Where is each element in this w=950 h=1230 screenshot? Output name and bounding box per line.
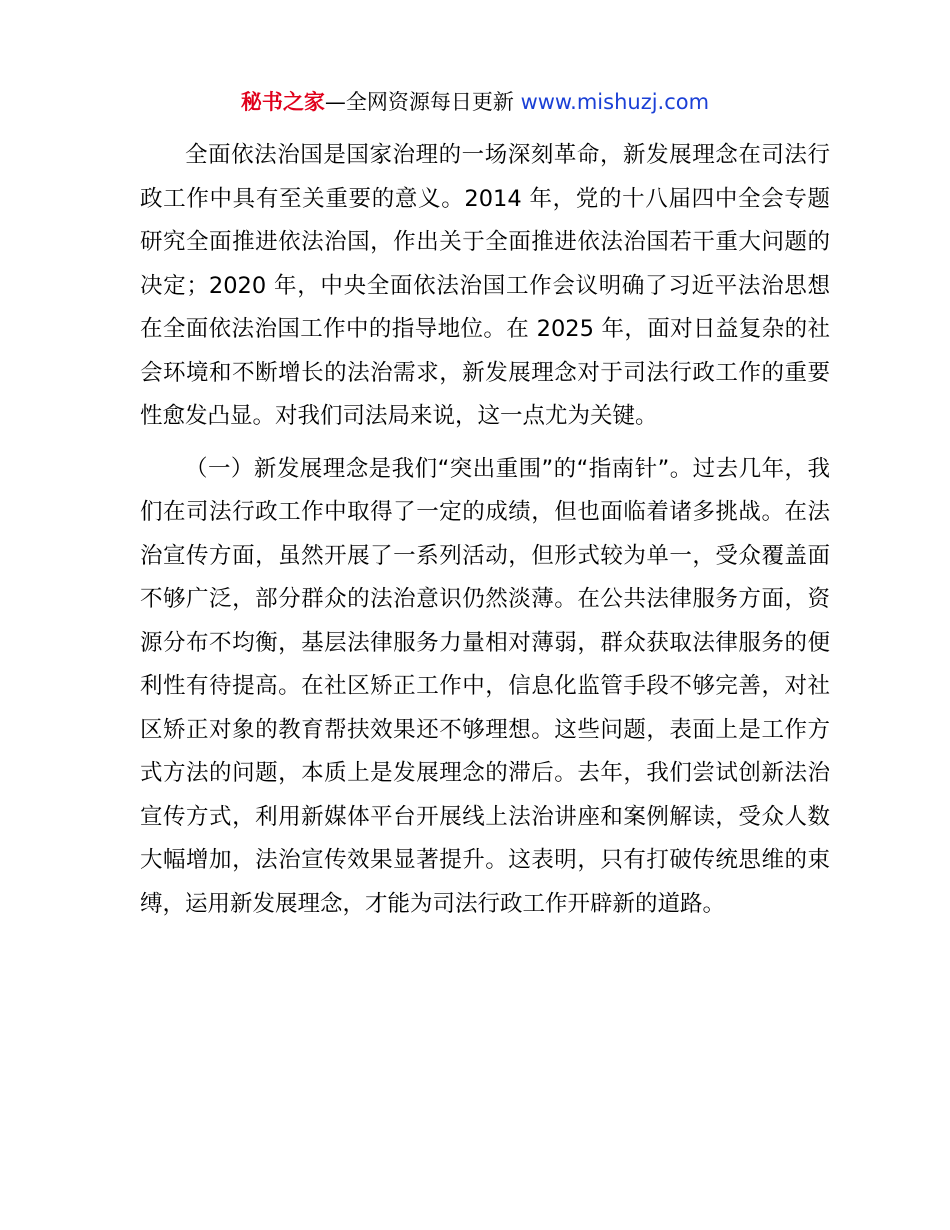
paragraph-section-one: （一）新发展理念是我们“突出重围”的“指南针”。过去几年，我们在司法行政工作中取得了一定的成绩，但也面临着诸多挑战。在法治宣传方面，虽然开展了一系列活动，但形式较为单一，受众覆盖面不够广泛，部分群众的法治意识仍然淡薄。在公共法律服务方面，资源分布不均衡，基层法律服务力量相对薄弱，群众获取法律服务的便利性有待提高。在社区矫正工作中，信息化监管手段不够完善，对社区矫正对象的教育帮扶效果还不够理想。这些问题，表面上是工作方式方法的问题，本质上是发展理念的滞后。去年，我们尝试创新法治宣传方式，利用新媒体平台开展线上法治讲座和案例解读，受众人数大幅增加，法治宣传效果显著提升。这表明，只有打破传统思维的束缚，运用新发展理念，才能为司法行政工作开辟新的道路。 [140,455,830,917]
page-header [0,86,950,118]
paragraph-intro: 全面依法治国是国家治理的一场深刻革命，新发展理念在司法行政工作中具有至关重要的意义。2014 年，党的十八届四中全会专题研究全面推进依法治国，作出关于全面推进依法治国若干重大问题的决定；2020 年，中央全面依法治国工作会议明确了习近平法治思想在全面依法治国工作中的指导地位。在 2025 年，面对日益复杂的社会环境和不断增长的法治需求，新发展理念对于司法行政工作的重要性愈发凸显。对我们司法局来说，这一点尤为关键。 [140,142,830,429]
website-link[interactable]: www.mishuzj.com [520,90,710,114]
brand-name: 秘书之家 [240,90,325,114]
document-body [140,134,830,935]
header-tagline: —全网资源每日更新 [324,90,521,114]
